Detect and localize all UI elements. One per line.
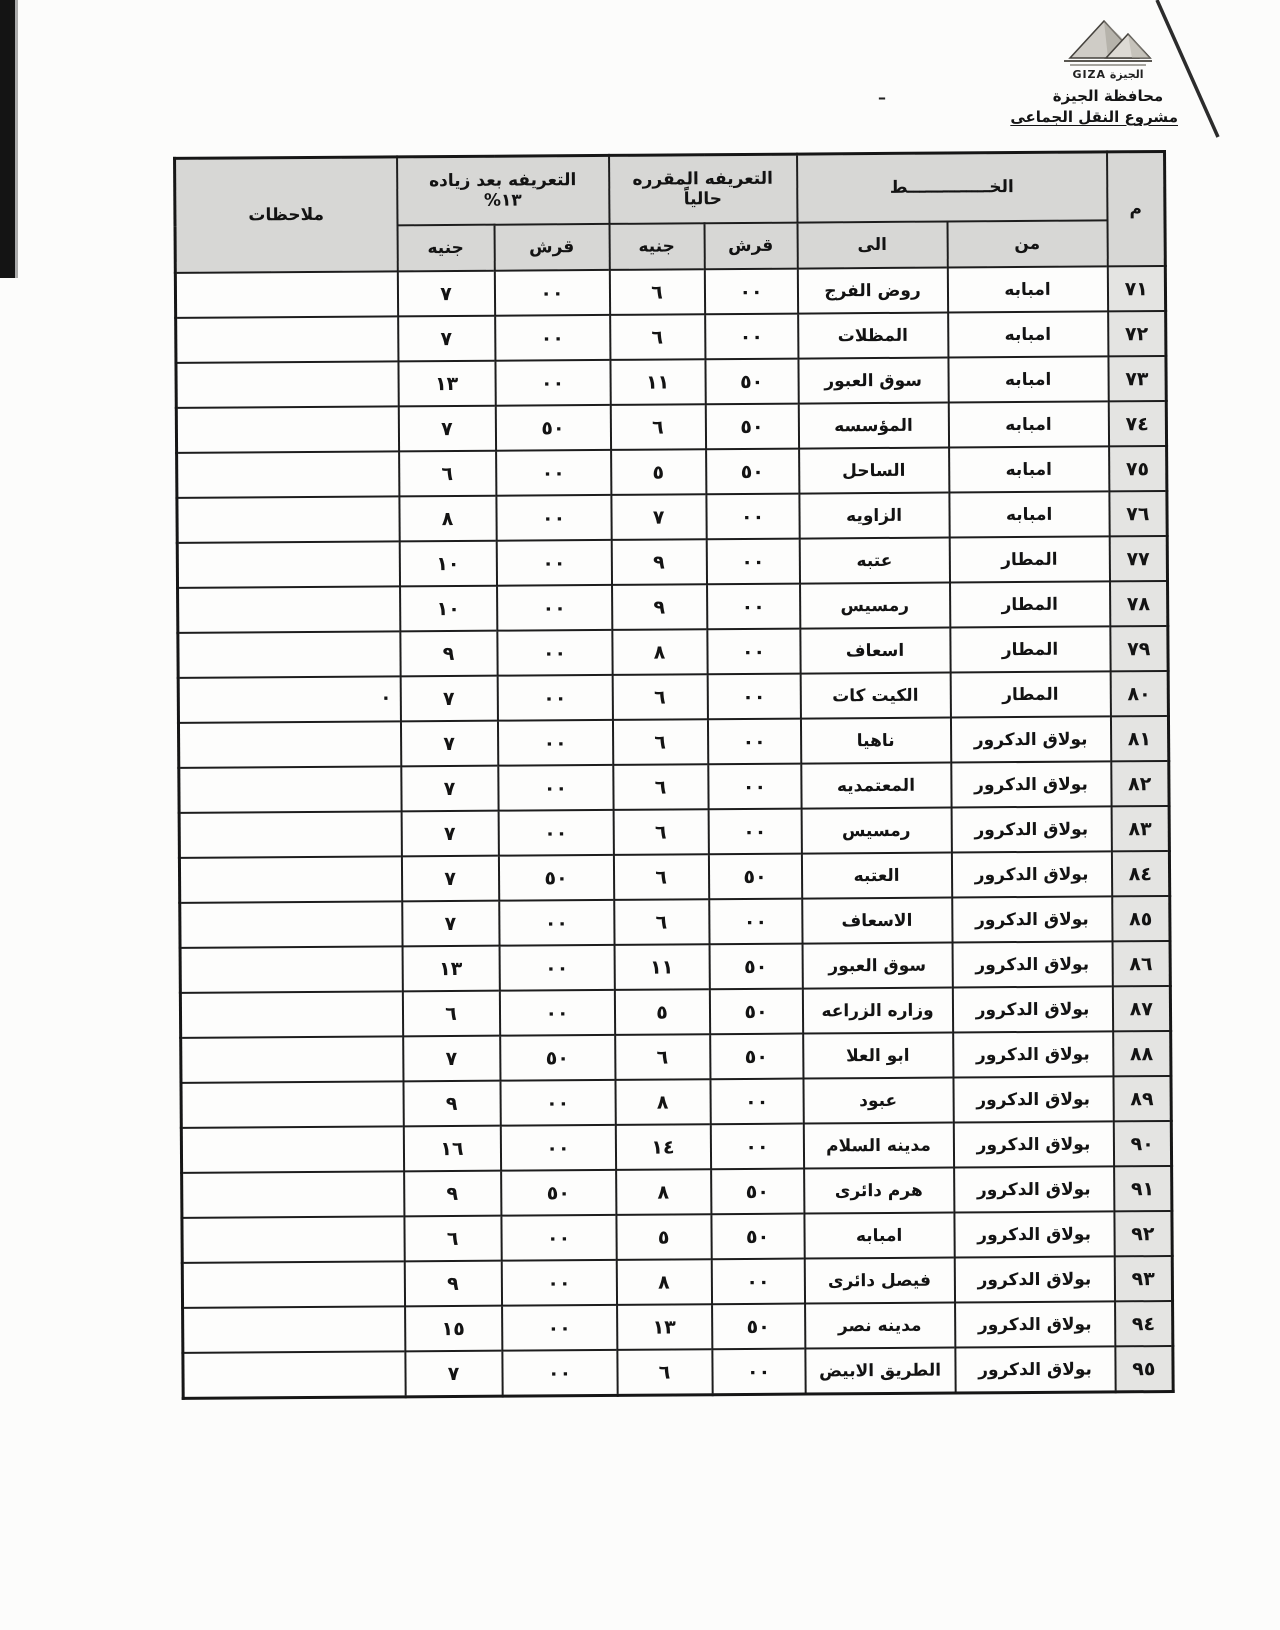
current-qirsh-cell: ٥٠ — [709, 944, 802, 990]
current-qirsh-cell: ٠٠ — [704, 269, 797, 315]
from-cell: بولاق الدكرور — [955, 1301, 1115, 1347]
from-cell: بولاق الدكرور — [950, 716, 1110, 762]
table-row — [182, 1256, 1172, 1308]
to-cell: المؤسسه — [798, 403, 948, 449]
current-qirsh-cell: ٠٠ — [708, 764, 801, 810]
to-cell: عتبه — [799, 538, 949, 584]
table-row — [178, 671, 1168, 723]
current-qirsh-cell: ٠٠ — [712, 1349, 805, 1395]
serial-cell: ٧٦ — [1109, 491, 1167, 536]
current-qirsh-cell: ٥٠ — [709, 989, 802, 1035]
table-row — [180, 986, 1170, 1038]
to-cell: رمسيس — [801, 808, 951, 854]
increased-genih-cell: ٧ — [400, 721, 497, 767]
to-cell: عبود — [803, 1078, 953, 1124]
serial-cell: ٨٩ — [1113, 1076, 1171, 1121]
current-qirsh-cell: ٥٠ — [706, 449, 799, 495]
notes-cell — [183, 1351, 405, 1398]
header-current-line2: حالياً — [683, 189, 723, 210]
increased-genih-cell: ٦ — [402, 991, 499, 1037]
header-current-line1: التعريفه المقرره — [632, 168, 773, 190]
current-genih-cell: ٨ — [612, 629, 707, 675]
serial-cell: ٨٠ — [1110, 671, 1168, 716]
increased-genih-cell: ٧ — [398, 316, 495, 362]
letterhead — [1010, 12, 1178, 126]
serial-cell: ٩٤ — [1115, 1301, 1173, 1346]
current-genih-cell: ٩ — [611, 539, 706, 585]
current-genih-cell: ٦ — [610, 404, 705, 450]
giza-pyramids-logo — [1062, 12, 1154, 70]
increased-qirsh-cell: ٠٠ — [496, 585, 611, 631]
current-qirsh-cell: ٠٠ — [706, 494, 799, 540]
current-qirsh-cell: ٥٠ — [705, 359, 798, 405]
serial-cell: ٧٥ — [1109, 446, 1167, 491]
to-cell: ابو العلا — [803, 1033, 953, 1079]
header-from: من — [947, 220, 1107, 267]
serial-cell: ٧٧ — [1109, 536, 1167, 581]
current-genih-cell: ٦ — [613, 854, 708, 900]
increased-genih-cell: ١٠ — [399, 586, 496, 632]
header-current-qirsh: قرش — [704, 223, 797, 270]
from-cell: امبابه — [948, 356, 1108, 402]
table-row — [183, 1346, 1173, 1398]
increased-qirsh-cell: ٠٠ — [499, 990, 614, 1036]
current-genih-cell: ٦ — [614, 899, 709, 945]
from-cell: المطار — [950, 671, 1110, 717]
header-serial: م — [1107, 152, 1166, 267]
from-cell: بولاق الدكرور — [954, 1211, 1114, 1257]
from-cell: امبابه — [948, 311, 1108, 357]
increased-qirsh-cell: ٠٠ — [497, 720, 612, 766]
header-increase-line1: التعريفه بعد زياده — [428, 170, 577, 192]
increased-qirsh-cell: ٠٠ — [496, 495, 611, 541]
from-cell: بولاق الدكرور — [951, 761, 1111, 807]
scan-edge-artifact — [0, 0, 18, 278]
increased-qirsh-cell: ٠٠ — [501, 1260, 616, 1306]
current-genih-cell: ٦ — [610, 314, 705, 360]
to-cell: فيصل دائرى — [804, 1258, 954, 1304]
from-cell: المطار — [950, 581, 1110, 627]
increased-qirsh-cell: ٠٠ — [499, 945, 614, 991]
serial-cell: ٨٥ — [1112, 896, 1170, 941]
to-cell: اسعاف — [800, 628, 950, 674]
increased-qirsh-cell: ٥٠ — [498, 855, 613, 901]
notes-cell — [178, 631, 400, 678]
table-row — [179, 761, 1169, 813]
current-genih-cell: ٦ — [613, 809, 708, 855]
current-genih-cell: ٦ — [615, 1034, 710, 1080]
increased-qirsh-cell: ٠٠ — [496, 450, 611, 496]
increased-qirsh-cell: ٠٠ — [502, 1350, 617, 1396]
current-genih-cell: ٦ — [609, 269, 704, 315]
current-genih-cell: ١٣ — [617, 1304, 712, 1350]
notes-cell — [177, 586, 399, 633]
increased-qirsh-cell: ٠٠ — [500, 1080, 615, 1126]
to-cell: الاسعاف — [802, 898, 952, 944]
increased-genih-cell: ٧ — [398, 406, 495, 452]
header-notes: ملاحظات — [174, 157, 397, 273]
current-qirsh-cell: ٥٠ — [712, 1304, 805, 1350]
current-qirsh-cell: ٥٠ — [711, 1214, 804, 1260]
increased-qirsh-cell: ٠٠ — [502, 1305, 617, 1351]
to-cell: الزاويه — [799, 493, 949, 539]
increased-genih-cell: ١٣ — [402, 946, 499, 992]
current-qirsh-cell: ٠٠ — [705, 314, 798, 360]
increased-qirsh-cell: ٠٠ — [499, 900, 614, 946]
increased-genih-cell: ٩ — [403, 1081, 500, 1127]
current-genih-cell: ١٤ — [615, 1124, 710, 1170]
notes-cell — [182, 1216, 404, 1263]
increased-genih-cell: ٩ — [400, 631, 497, 677]
increased-genih-cell: ١٦ — [403, 1126, 500, 1172]
table-row — [182, 1211, 1172, 1263]
current-genih-cell: ٥ — [616, 1214, 711, 1260]
table-row — [176, 401, 1166, 453]
increased-qirsh-cell: ٠٠ — [497, 675, 612, 721]
notes-cell — [181, 1126, 403, 1173]
to-cell: وزاره الزراعه — [802, 988, 952, 1034]
notes-cell — [177, 451, 399, 498]
increased-genih-cell: ٨ — [399, 496, 496, 542]
to-cell: سوق العبور — [802, 943, 952, 989]
current-qirsh-cell: ٠٠ — [710, 1079, 803, 1125]
notes-cell — [177, 541, 399, 588]
from-cell: المطار — [949, 536, 1109, 582]
current-genih-cell: ٨ — [615, 1079, 710, 1125]
table-row — [178, 626, 1168, 678]
current-qirsh-cell: ٠٠ — [708, 809, 801, 855]
header-current-genih: جنيه — [609, 223, 704, 270]
header-increase-line2: ١٣% — [483, 190, 522, 211]
table-row — [177, 536, 1167, 588]
from-cell: امبابه — [949, 446, 1109, 492]
current-genih-cell: ٥ — [614, 989, 709, 1035]
serial-cell: ٧٩ — [1110, 626, 1168, 671]
increased-qirsh-cell: ٠٠ — [495, 360, 610, 406]
to-cell: رمسيس — [800, 583, 950, 629]
to-cell: الطريق الابيض — [805, 1348, 955, 1395]
notes-cell: · — [178, 676, 400, 723]
project-name: مشروع النقل الجماعى — [1010, 108, 1178, 126]
current-genih-cell: ١١ — [614, 944, 709, 990]
from-cell: بولاق الدكرور — [954, 1166, 1114, 1212]
table-row — [177, 446, 1167, 498]
to-cell: امبابه — [804, 1213, 954, 1259]
notes-cell — [182, 1171, 404, 1218]
current-genih-cell: ٦ — [612, 719, 707, 765]
notes-cell — [177, 496, 399, 543]
serial-cell: ٩٥ — [1115, 1346, 1173, 1392]
increased-genih-cell: ٧ — [402, 901, 499, 947]
table-row — [179, 806, 1169, 858]
current-qirsh-cell: ٠٠ — [707, 584, 800, 630]
current-qirsh-cell: ٠٠ — [710, 1124, 803, 1170]
from-cell: بولاق الدكرور — [951, 806, 1111, 852]
increased-qirsh-cell: ٥٠ — [500, 1035, 615, 1081]
current-qirsh-cell: ٠٠ — [711, 1259, 804, 1305]
to-cell: العتبه — [801, 853, 951, 899]
notes-cell — [176, 316, 398, 363]
increased-genih-cell: ٦ — [404, 1216, 501, 1262]
increased-qirsh-cell: ٠٠ — [497, 630, 612, 676]
increased-genih-cell: ٧ — [400, 676, 497, 722]
increased-genih-cell: ٧ — [403, 1036, 500, 1082]
serial-cell: ٨٢ — [1111, 761, 1169, 806]
serial-cell: ٨٣ — [1111, 806, 1169, 851]
header-line-group: الخــــــــــــــط — [797, 152, 1107, 223]
from-cell: بولاق الدكرور — [952, 896, 1112, 942]
current-qirsh-cell: ٥٠ — [711, 1169, 804, 1215]
from-cell: بولاق الدكرور — [955, 1346, 1115, 1393]
logo-caption: الجيزة GIZA — [1072, 68, 1144, 81]
current-qirsh-cell: ٠٠ — [707, 629, 800, 675]
from-cell: بولاق الدكرور — [954, 1256, 1114, 1302]
table-row — [181, 1076, 1171, 1128]
current-genih-cell: ٨ — [616, 1169, 711, 1215]
header-increase-tariff-group — [396, 155, 608, 225]
governorate-name: محافظة الجيزة — [1052, 87, 1164, 105]
current-qirsh-cell: ٥٠ — [705, 404, 798, 450]
from-cell: بولاق الدكرور — [952, 986, 1112, 1032]
to-cell: المعتمديه — [801, 763, 951, 809]
increased-qirsh-cell: ٠٠ — [501, 1215, 616, 1261]
increased-genih-cell: ٩ — [404, 1261, 501, 1307]
notes-cell — [179, 856, 401, 903]
serial-cell: ٧٤ — [1108, 401, 1166, 446]
to-cell: مدينه السلام — [803, 1123, 953, 1169]
serial-cell: ٩٠ — [1113, 1121, 1171, 1166]
from-cell: المطار — [950, 626, 1110, 672]
to-cell: هرم دائرى — [804, 1168, 954, 1214]
notes-cell — [182, 1261, 404, 1308]
header-increase-qirsh: قرش — [494, 224, 609, 271]
table-row — [179, 851, 1169, 903]
notes-cell — [179, 766, 401, 813]
fare-table — [173, 150, 1175, 1400]
current-qirsh-cell: ٠٠ — [707, 674, 800, 720]
to-cell: الساحل — [799, 448, 949, 494]
to-cell: سوق العبور — [798, 358, 948, 404]
from-cell: بولاق الدكرور — [951, 851, 1111, 897]
current-qirsh-cell: ٠٠ — [709, 899, 802, 945]
increased-genih-cell: ٦ — [399, 451, 496, 497]
table-row — [176, 356, 1166, 408]
notes-cell — [180, 991, 402, 1038]
table-row — [178, 716, 1168, 768]
notes-cell — [181, 1081, 403, 1128]
current-genih-cell: ٧ — [611, 494, 706, 540]
current-qirsh-cell: ٥٠ — [710, 1034, 803, 1080]
header-increase-genih: جنيه — [397, 225, 494, 272]
notes-cell — [176, 406, 398, 453]
current-genih-cell: ٩ — [611, 584, 706, 630]
table-row — [176, 311, 1166, 363]
to-cell: مدينه نصر — [805, 1303, 955, 1349]
serial-cell: ٧١ — [1107, 266, 1165, 311]
serial-cell: ٨٨ — [1113, 1031, 1171, 1076]
notes-cell — [180, 901, 402, 948]
current-qirsh-cell: ٥٠ — [708, 854, 801, 900]
serial-cell: ٨١ — [1110, 716, 1168, 761]
increased-genih-cell: ٩ — [404, 1171, 501, 1217]
table-row — [180, 941, 1170, 993]
notes-cell — [175, 271, 397, 318]
table-row — [180, 896, 1170, 948]
increased-qirsh-cell: ٠٠ — [498, 810, 613, 856]
serial-cell: ٩١ — [1114, 1166, 1172, 1211]
current-genih-cell: ٥ — [611, 449, 706, 495]
increased-qirsh-cell: ٠٠ — [495, 315, 610, 361]
increased-qirsh-cell: ٥٠ — [495, 405, 610, 451]
serial-cell: ٨٤ — [1111, 851, 1169, 896]
serial-cell: ٨٧ — [1112, 986, 1170, 1031]
from-cell: امبابه — [948, 401, 1108, 447]
from-cell: امبابه — [947, 266, 1107, 312]
from-cell: بولاق الدكرور — [953, 1121, 1113, 1167]
notes-cell — [180, 946, 402, 993]
header-current-tariff-group — [608, 154, 796, 224]
serial-cell: ٨٦ — [1112, 941, 1170, 986]
increased-qirsh-cell: ٠٠ — [498, 765, 613, 811]
notes-cell — [178, 721, 400, 768]
table-row — [177, 491, 1167, 543]
increased-genih-cell: ٧ — [401, 811, 498, 857]
from-cell: امبابه — [949, 491, 1109, 537]
to-cell: المظلات — [798, 313, 948, 359]
table-row — [177, 581, 1167, 633]
increased-qirsh-cell: ٠٠ — [494, 270, 609, 316]
increased-genih-cell: ١٥ — [405, 1306, 502, 1352]
header-to: الى — [797, 222, 947, 269]
from-cell: بولاق الدكرور — [953, 1076, 1113, 1122]
serial-cell: ٩٣ — [1114, 1256, 1172, 1301]
current-genih-cell: ٦ — [612, 674, 707, 720]
increased-genih-cell: ٧ — [397, 271, 494, 317]
table-row — [183, 1301, 1173, 1353]
table-header-group-row — [174, 152, 1165, 227]
from-cell: بولاق الدكرور — [953, 1031, 1113, 1077]
table-row — [181, 1121, 1171, 1173]
table-row — [182, 1166, 1172, 1218]
page-dash-mark: – — [878, 88, 886, 107]
current-genih-cell: ٦ — [617, 1349, 712, 1395]
table-row — [175, 266, 1165, 318]
increased-genih-cell: ١٠ — [399, 541, 496, 587]
notes-cell — [181, 1036, 403, 1083]
notes-cell — [183, 1306, 405, 1353]
current-genih-cell: ٦ — [613, 764, 708, 810]
increased-qirsh-cell: ٠٠ — [500, 1125, 615, 1171]
serial-cell: ٩٢ — [1114, 1211, 1172, 1256]
serial-cell: ٧٢ — [1108, 311, 1166, 356]
increased-qirsh-cell: ٠٠ — [496, 540, 611, 586]
notes-cell — [179, 811, 401, 858]
serial-cell: ٧٣ — [1108, 356, 1166, 401]
current-qirsh-cell: ٠٠ — [706, 539, 799, 585]
to-cell: الكيت كات — [800, 673, 950, 719]
table-row — [181, 1031, 1171, 1083]
increased-genih-cell: ١٣ — [398, 361, 495, 407]
to-cell: ناهيا — [800, 718, 950, 764]
increased-qirsh-cell: ٥٠ — [501, 1170, 616, 1216]
from-cell: بولاق الدكرور — [952, 941, 1112, 987]
increased-genih-cell: ٧ — [401, 856, 498, 902]
current-genih-cell: ١١ — [610, 359, 705, 405]
to-cell: روض الفرج — [797, 268, 947, 314]
current-qirsh-cell: ٠٠ — [707, 719, 800, 765]
current-genih-cell: ٨ — [616, 1259, 711, 1305]
increased-genih-cell: ٧ — [401, 766, 498, 812]
increased-genih-cell: ٧ — [405, 1351, 502, 1397]
notes-cell — [176, 361, 398, 408]
serial-cell: ٧٨ — [1110, 581, 1168, 626]
